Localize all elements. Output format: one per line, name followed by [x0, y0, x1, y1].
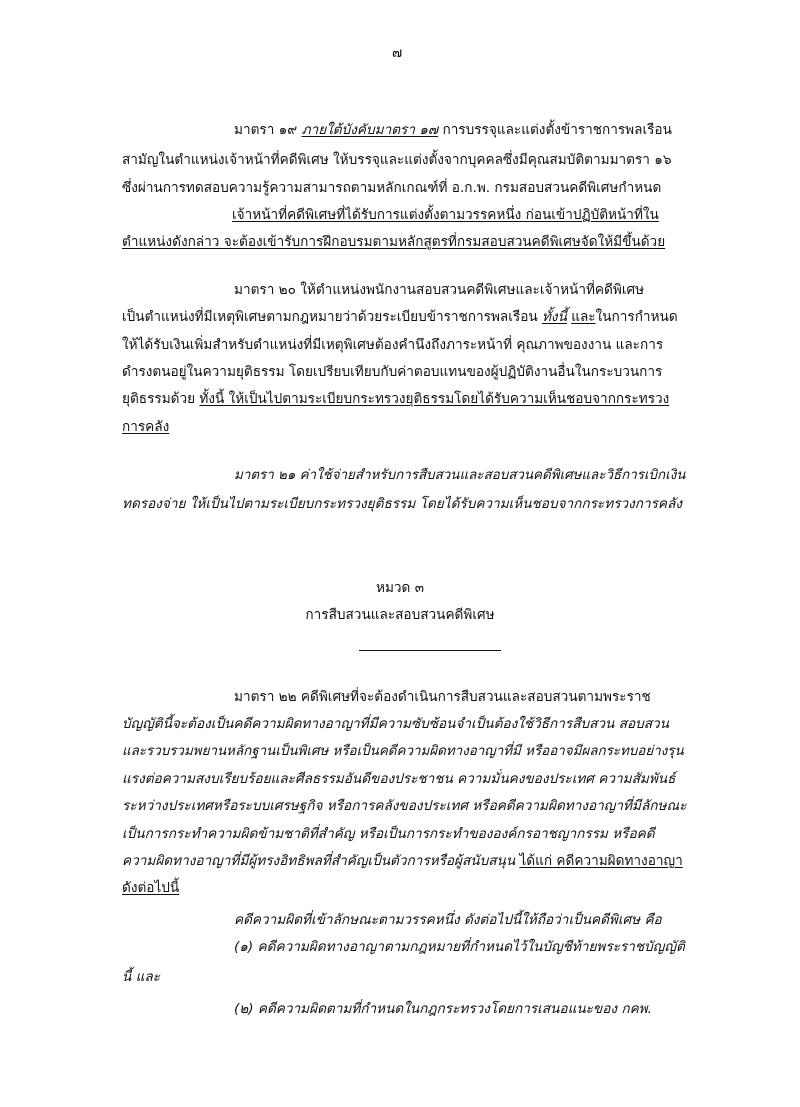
section20-line1: มาตรา ๒๐ ให้ตำแหน่งพนักงานสอบสวนคดีพิเศษและเจ้าหน้าที่คดีพิเศษ [234, 282, 645, 298]
section22-item1-cont: นี้ และ [122, 969, 161, 985]
section22-item2: (๒) คดีความผิดตามที่กำหนดในกฎกระทรวงโดยการเสนอแนะของ กคพ. [234, 1001, 652, 1017]
section20-line3: ให้ได้รับเงินเพิ่มสำหรับตำแหน่งที่มีเหตุพิเศษต้องคำนึงถึงภาระหน้าที่ คุณภาพของงาน และการ [122, 337, 664, 353]
section22-line7: ความผิดทางอาญาที่มีผู้ทรงอิทธิพลที่สำคัญเป็นตัวการหรือผู้สนับสนุน ได้แก่ คดีความผิดทางอาญา [122, 853, 683, 869]
section20-line6: การคลัง [122, 419, 170, 435]
section19-line3: ซึ่งผ่านการทดสอบความรู้ความสามารถตามหลักเกณฑ์ที่ อ.ก.พ. กรมสอบสวนคดีพิเศษกำหนด [122, 180, 662, 196]
section22-item1: (๑) คดีความผิดทางอาญาตามกฎหมายที่กำหนดไว้ในบัญชีท้ายพระราชบัญญัติ [234, 939, 685, 955]
section20-line4: ดำรงตนอยู่ในความยุติธรรม โดยเปรียบเทียบกับค่าตอบแทนของผู้ปฏิบัติงานอื่นในกระบวนการ [122, 364, 663, 380]
section19-line2: สามัญในตำแหน่งเจ้าหน้าที่คดีพิเศษ ให้บรรจุและแต่งตั้งจากบุคคลซึ่งมีคุณสมบัติตามมาตรา ๑๖ [122, 152, 672, 168]
section22-line9: คดีความผิดที่เข้าลักษณะตามวรรคหนึ่ง ดังต่อไปนี้ให้ถือว่าเป็นคดีพิเศษ คือ [234, 912, 662, 928]
section20-line2: เป็นตำแหน่งที่มีเหตุพิเศษตามกฎหมายว่าด้วยระเบียบข้าราชการพลเรือน ทั้งนี้ และในการกำหนด [122, 309, 678, 325]
section22-line5: ระหว่างประเทศหรือระบบเศรษฐกิจ หรือการคลังของประเทศ หรือคดีความผิดทางอาญาที่มีลักษณะ [122, 798, 687, 814]
section19-line4: เจ้าหน้าที่คดีพิเศษที่ได้รับการแต่งตั้งตามวรรคหนึ่ง ก่อนเข้าปฏิบัติหน้าที่ใน [232, 207, 659, 223]
section19-line5: ตำแหน่งดังกล่าว จะต้องเข้ารับการฝึกอบรมตามหลักสูตรที่กรมสอบสวนคดีพิเศษจัดให้มีขึ้นด้วย [122, 234, 666, 250]
chapter-divider [359, 650, 501, 651]
chapter-number: หมวด ๓ [376, 580, 424, 596]
amendment-underline: ภายใต้บังคับมาตรา ๑๗ [301, 122, 439, 138]
section22-line2: บัญญัตินี้จะต้องเป็นคดีความผิดทางอาญาที่มีความซับซ้อนจำเป็นต้องใช้วิธีการสืบสวน สอบสวน [122, 716, 669, 732]
chapter-title: การสืบสวนและสอบสวนคดีพิเศษ [305, 607, 495, 623]
section22-line3: และรวบรวมพยานหลักฐานเป็นพิเศษ หรือเป็นคดีความผิดทางอาญาที่มี หรืออาจมีผลกระทบอย่างรุน [122, 744, 684, 759]
section19-line1: มาตรา ๑๙ ภายใต้บังคับมาตรา ๑๗ การบรรจุและแต่งตั้งข้าราชการพลเรือน [234, 122, 672, 138]
section22-line6: เป็นการกระทำความผิดข้ามชาติที่สำคัญ หรือเป็นการกระทำขององค์กรอาชญากรรม หรือคดี [122, 826, 655, 842]
page-number: ๗ [392, 45, 403, 61]
section21-line1: มาตรา ๒๑ ค่าใช้จ่ายสำหรับการสืบสวนและสอบสวนคดีพิเศษและวิธีการเบิกเงิน [234, 468, 686, 483]
section22-line1: มาตรา ๒๒ คดีพิเศษที่จะต้องดำเนินการสืบสวนและสอบสวนตามพระราช [234, 689, 651, 705]
section22-line4: แรงต่อความสงบเรียบร้อยและศีลธรรมอันดีของประชาชน ความมั่นคงของประเทศ ความสัมพันธ์ [122, 771, 676, 787]
section22-line8: ดังต่อไปนี้ [122, 880, 180, 896]
section21-line2: ทดรองจ่าย ให้เป็นไปตามระเบียบกระทรวงยุติธรรม โดยได้รับความเห็นชอบจากกระทรวงการคลัง [122, 496, 682, 512]
section20-line5: ยุติธรรมด้วย ทั้งนี้ ให้เป็นไปตามระเบียบกระทรวงยุติธรรมโดยได้รับความเห็นชอบจากกระทรวง [122, 391, 670, 407]
